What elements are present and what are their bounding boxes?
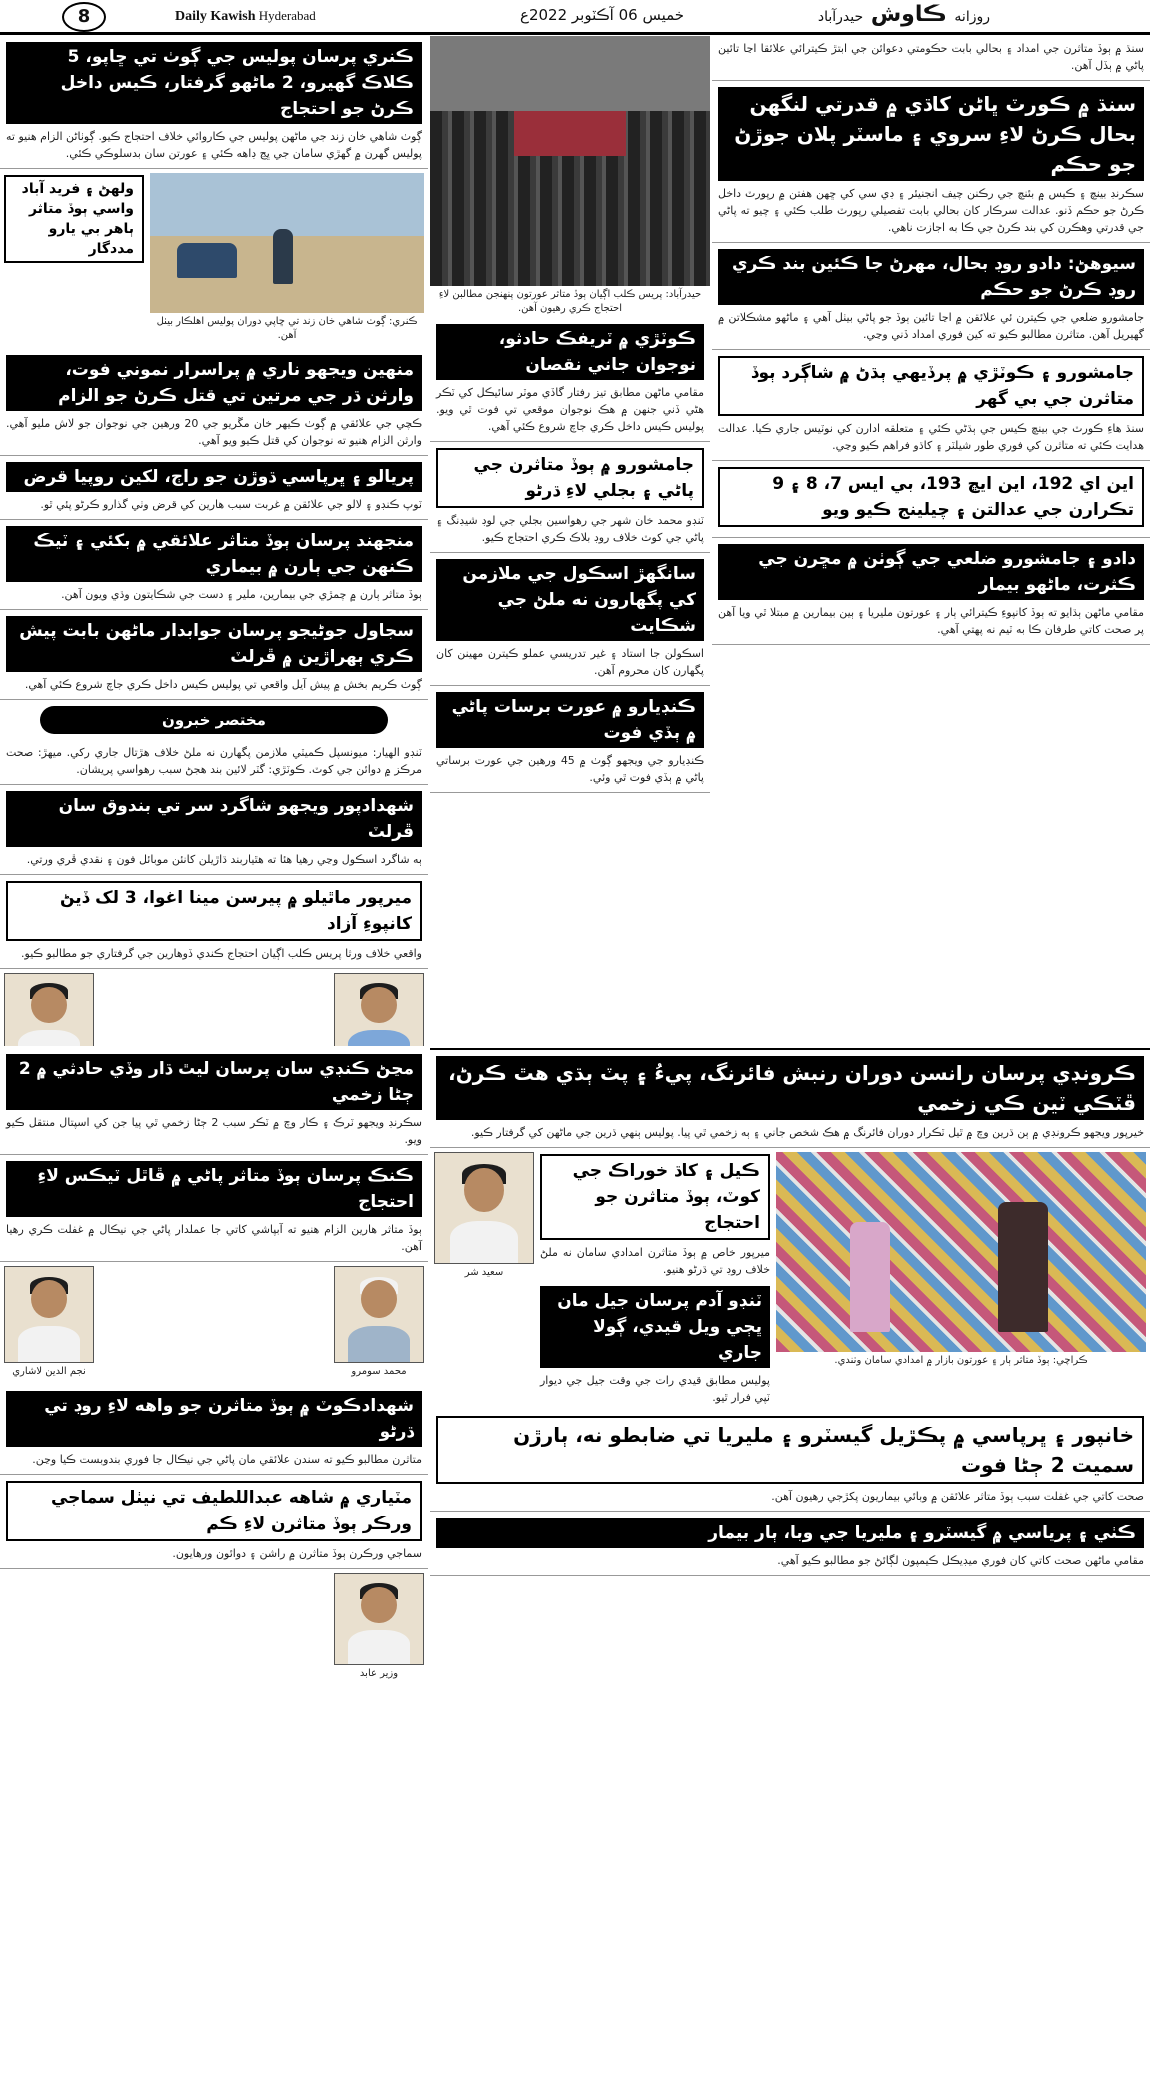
lower-left-headline1: مڃڻ ڪنڊي سان پرسان ليٿ ڌار وڏي حادثي ۾ 2 ڄڻا زخمي — [6, 1054, 422, 1110]
story-manhin-body: ڪچي جي علائقي ۾ ڳوٺ ڪيهر خان مڱريو جي 20 ورهين جي نوجوان جو لاش مليو آهي. وارثن الزام هنيو ته نوجوان کي قتل ڪيو ويو آهي. — [6, 417, 422, 447]
story-kotri — [430, 318, 710, 442]
lower-band — [430, 1048, 1150, 2073]
short-news — [0, 740, 428, 785]
market-photo — [776, 1152, 1146, 1352]
portrait-row-left — [0, 969, 428, 1046]
portrait-abrar-photo — [4, 973, 94, 1046]
lead-body: سڪرنڊ بينچ ۽ ڪيس ۾ بئنچ جي رڪنن چيف انجنيئر ۽ ڊي سي کي ڇهن هفتن ۾ رپورٽ داخل ڪرڻ جو حڪم ڏنو. عدالت سرڪار کان بحالي بابت تفصيلي رپورٽ طلب ڪئي ۽ چيو ته پاڻي جي قدرتي وهڪرن کي بند ڪرڻ جي ڪا به اجازت ناهي. — [718, 187, 1144, 234]
story-dadu — [712, 538, 1150, 645]
lower-left-story2 — [0, 1155, 428, 1262]
portrait-wazir-torso — [348, 1630, 410, 1664]
portrait-hassan — [334, 973, 424, 1046]
story-jamshoro-dharna-body: ٽنڊو محمد خان شهر جي رهواسين بجلي جي لوڊ شيڊنگ ۽ پاڻي جي کوٽ خلاف روڊ بلاڪ ڪري احتجاج ڪيو. — [436, 514, 704, 544]
lower-left-body3: متاثرن مطالبو ڪيو ته سندن علائقي مان پاڻي جي نيڪال جا فوري بندوبست ڪيا وڃن. — [32, 1453, 422, 1466]
story-manjhand-body: ٻوڏ متاثر ٻارن ۾ چمڙي جي بيمارين، ملير ۽ دست جي شڪايتون وڌي ويون آهن. — [61, 588, 422, 601]
story-dadu-body: مقامي ماڻهن ٻڌايو ته ٻوڏ کانپوءِ ڪيترائي ٻار ۽ عورتون مليريا ۽ ٻين بيمارين ۾ مبتلا ٿي ويا آهن پر صحت کاتي طرفان ڪا به ٽيم نه پهتي آهي. — [718, 606, 1144, 636]
band-mid-headline: ٽنڊو آدم پرسان جيل مان ڀڄي ويل قيدي، ڳولا جاري — [540, 1286, 770, 1368]
market-stall-shape — [776, 1152, 1146, 1352]
portrait-hassan-head — [361, 987, 396, 1023]
portrait-abrar — [4, 973, 94, 1046]
market-photo-block — [776, 1152, 1146, 1406]
portrait-saeed-caption: سعيد شر — [464, 1267, 504, 1278]
band-right-story — [540, 1152, 770, 1406]
portrait-soomro-caption: محمد سومرو — [351, 1366, 407, 1377]
band-photo-row — [430, 1148, 1150, 1410]
lead-headline: سنڌ ۾ ڪورٽ ڀاڻن کاڌي ۾ قدرتي لنگهن بحال ڪرڻ لاءِ سروي ۽ ماسٽر پلان جوڙڻ جو حڪم — [718, 87, 1144, 181]
portrait-saeed-torso — [450, 1221, 519, 1263]
story-jamshoro-headline: جامشورو ۽ ڪوٽڙي ۾ پرڏيهي ٻڌڻ ۾ شاڳرد ٻوڏ متاثرن جي بي گهر — [718, 356, 1144, 416]
band-lower-headline: ڪٺي ۽ پرياسي ۾ گيسٽرو ۽ مليريا جي وبا، ٻار بيمار — [436, 1518, 1144, 1548]
story-shahdadpur-headline: شهدادپور ويجهو شاگرد سر تي بندوق سان ڦرلٽ — [6, 791, 422, 847]
portrait-saeed — [434, 1152, 534, 1406]
story-pryalo — [0, 456, 428, 520]
lower-left-body2: ٻوڏ متاثر هارين الزام هنيو ته آبپاشي کاتي جا عملدار پاڻي جي نيڪال ۾ غفلت ڪري رهيا آهن. — [6, 1223, 422, 1253]
top-note-text: سنڌ ۾ ٻوڏ متاثرن جي امداد ۽ بحالي بابت حڪومتي دعوائن جي ابتڙ ڪيترائي علائقا اڃا تائين پاڻي ۾ ٻڏل آهن. — [718, 42, 1144, 72]
portrait-najam — [4, 1266, 94, 1381]
story-seehwan-body: جامشورو ضلعي جي ڪيترن ئي علائقن ۾ اڃا تائين ٻوڏ جو پاڻي بيٺل آهي ۽ ماڻهو مشڪلاتن ۾ گهيريل آهن. متاثرن مطالبو ڪيو ته کين فوري امداد ڏني وڃي. — [718, 311, 1144, 341]
side-story-headline: ولهڻ ۽ فريد آباد واسي ٻوڏ متاثر ٻاهر بي يارو مددگار — [4, 175, 144, 263]
lower-left-body4: سماجي ورڪرن ٻوڏ متاثرن ۾ راشن ۽ دوائون ورهايون. — [172, 1547, 422, 1560]
story-manjhand — [0, 520, 428, 610]
lower-left-headline2: ڪنڪ پرسان ٻوڏ متاثر پاڻي ۾ ڦاٿل ٽيڪس لاءِ احتجاج — [6, 1161, 422, 1217]
story-mirpur-mathelo-body: واقعي خلاف ورثا پريس ڪلب اڳيان احتجاج ڪندي ڏوهارين جي گرفتاري جو مطالبو ڪيو. — [21, 947, 422, 960]
column-right — [712, 36, 1150, 1046]
left-lead-headline: ڪنري پرسان پوليس جي ڳوٺ تي ڇاپو، 5 ڪلاڪ گهيرو، 2 ماڻهو گرفتار، ڪيس داخل ڪرڻ جو احتجاج — [6, 42, 422, 124]
story-mirpur-mathelo — [0, 875, 428, 969]
portrait-najam-head — [31, 1280, 66, 1318]
portrait-wazir-head — [361, 1587, 396, 1623]
portrait-saeed-head — [464, 1168, 503, 1212]
lower-left-story3 — [0, 1385, 428, 1475]
story-sanghar — [430, 553, 710, 686]
left-lead-story — [0, 36, 428, 169]
side-story — [4, 173, 144, 345]
portrait-wazir-caption: وزير عابد — [359, 1668, 399, 1679]
band-bottom-headline: خانپور ۽ ڀرپاسي ۾ پڪڙيل گيسٽرو ۽ مليريا تي ضابطو نه، ٻارڙن سميت 2 ڄڻا فوت — [436, 1416, 1144, 1484]
band-right-body: ميرپور خاص ۾ ٻوڏ متاثرن امدادي سامان نه ملڻ خلاف روڊ تي ڌرڻو هنيو. — [540, 1246, 770, 1276]
lower-left-headline4: مٽياري ۾ شاهه عبداللطيف تي نيٺل سماجي ورڪر ٻوڏ متاثرن لاءِ ڪم — [6, 1481, 422, 1541]
band-bottom-story — [430, 1410, 1150, 1512]
lead-story — [712, 81, 1150, 243]
protest-photo-caption: حيدرآباد: پريس ڪلب اڳيان ٻوڏ متاثر عورتون پنهنجن مطالبن لاءِ احتجاج ڪري رهيون آهن. — [438, 289, 702, 314]
story-kandiaro-headline: ڪنڊيارو ۾ عورت برسات پاڻي ۾ ٻڏي فوت — [436, 692, 704, 748]
issue-date: خميس 06 آڪٽوبر 2022ع — [520, 6, 685, 24]
story-pryalo-headline: پريالو ۽ ڀرپاسي ڌوڙن جو راڄ، لکين روپيا قرض — [6, 462, 422, 492]
masthead — [0, 0, 1150, 35]
police-figure — [273, 229, 293, 284]
lower-left-headline3: شهدادڪوٽ ۾ ٻوڏ متاثرن جو واهه لاءِ روڊ تي ڌرڻو — [6, 1391, 422, 1447]
band-lower-story — [430, 1512, 1150, 1576]
story-sujawal-body: ڳوٺ ڪريم بخش ۾ پيش آيل واقعي تي پوليس ڪيس داخل ڪري جاچ شروع ڪئي آهي. — [24, 678, 422, 691]
portrait-abrar-torso — [18, 1030, 80, 1046]
portrait-hassan-photo — [334, 973, 424, 1046]
story-dadu-headline: دادو ۽ جامشورو ضلعي جي ڳوٺن ۾ مڇرن جي ڪثرت، ماڻهو بيمار — [718, 544, 1144, 600]
english-title-city: Hyderabad — [258, 8, 316, 23]
sindhi-title — [818, 2, 990, 27]
left-lead-body: ڳوٺ شاهي خان زند جي ماڻهن پوليس جي ڪاروائي خلاف احتجاج ڪيو. ڳوٺاڻن الزام هنيو ته پوليس گهرن ۾ گهڙي سامان جي ڀڃ ڊاهه ڪئي ۽ عورتن سان بدسلوڪي ڪئي. — [6, 130, 422, 160]
column-middle — [430, 36, 710, 1046]
portrait-najam-photo — [4, 1266, 94, 1363]
story-sujawal-headline: سجاول جوڻيجو پرسان جوابدار ماڻهن بابت پيش ڪري ٻهراڙين ۾ ڦرلٽ — [6, 616, 422, 672]
story-manjhand-headline: منجهند پرسان ٻوڏ متاثر علائقي ۾ بکئي ۽ ٽيڪ ڪنهن جي ٻارن ۾ بيماري — [6, 526, 422, 582]
column-left — [0, 36, 428, 1046]
band-lead-story — [430, 1050, 1150, 1148]
story-jamshoro-dharna-headline: جامشورو ۾ ٻوڏ متاثرن جي پاڻي ۽ بجلي لاءِ ڌرڻو — [436, 448, 704, 508]
story-shahdadpur — [0, 785, 428, 875]
band-lower-body: مقامي ماڻهن صحت کاتي کان فوري ميڊيڪل ڪيمپون لڳائڻ جو مطالبو ڪيو آهي. — [777, 1554, 1144, 1567]
market-figure-woman — [998, 1202, 1048, 1332]
story-kotri-body: مقامي ماڻهن مطابق تيز رفتار گاڏي موٽر سائيڪل کي ٽڪر هڻي ڏني جنهن ۾ هڪ نوجوان موقعي تي فوت ٿي ويو. پوليس ڪيس داخل ڪري جاچ شروع ڪئي آهي. — [436, 386, 704, 433]
story-sanghar-headline: سانگهڙ اسڪول جي ملازمن کي پگهارون نه ملڻ جي شڪايت — [436, 559, 704, 641]
story-manhin-headline: منهين ويجهو ناري ۾ پراسرار نموني فوت، وارثن ڌر جي مرتين تي قتل ڪرڻ جو الزام — [6, 355, 422, 411]
story-seehwan-headline: سيوهڻ: دادو روڊ بحال، مهرڻ جا ڪئين بند ڪري روڊ ڪرڻ جو حڪم — [718, 249, 1144, 305]
story-manhin — [0, 349, 428, 456]
sindhi-title-name: ڪاوش — [870, 2, 947, 27]
band-bottom-body: صحت کاتي جي غفلت سبب ٻوڏ متاثر علائقن ۾ وبائي بيماريون پکڙجي رهيون آهن. — [771, 1490, 1144, 1503]
police-photo-row — [0, 169, 428, 349]
portrait-soomro-photo — [334, 1266, 424, 1363]
page-number: 8 — [62, 2, 106, 32]
portrait-soomro-head — [361, 1280, 396, 1318]
portrait-wazir — [330, 1569, 428, 1687]
police-photo-block — [150, 173, 424, 345]
portrait-soomro — [334, 1266, 424, 1381]
story-kandiaro-body: ڪنڊيارو جي ويجهو ڳوٺ ۾ 45 ورهين جي عورت برساتي پاڻي ۾ ٻڏي فوت ٿي وئي. — [436, 754, 704, 784]
story-sanghar-body: اسڪولن جا استاد ۽ غير تدريسي عملو ڪيترن مهينن کان پگهارن کان محروم آهن. — [436, 647, 704, 677]
story-jamshoro-body: سنڌ هاءِ ڪورٽ جي بينچ ڪيس جي ٻڌڻي ڪئي ۽ متعلقه ادارن کي نوٽيس جاري ڪيا. عدالت هدايت ڪئي ته متاثرن کي فوري طور شيلٽر ۽ کاڌو فراهم ڪيو وڃي. — [718, 422, 1144, 452]
protest-photo — [430, 36, 710, 286]
lower-left-column — [0, 1048, 428, 2073]
story-pryalo-body: ٽوپ ڪنڊو ۽ لالو جي علائقن ۾ غربت سبب هارين کي قرض وٺي گذارو ڪرڻو پئي ٿو. — [40, 498, 422, 511]
band-lead-headline: ڪرونڊي پرسان رانسن دوران رنبش فائرنگ، پيءُ ۽ پٽ ٻڌي هٿ ڪرڻ، ڦٽڪي ٽين ڪي زخمي — [436, 1056, 1144, 1120]
portrait-abrar-head — [31, 987, 66, 1023]
lower-left-body1: سڪرنڊ ويجهو ٽرڪ ۽ ڪار وچ ۾ ٽڪر سبب 2 ڄڻا زخمي ٿي پيا جن کي اسپتال منتقل ڪيو ويو. — [6, 1116, 423, 1146]
police-vehicle — [177, 243, 237, 278]
band-right-headline: ڪيل ۽ کاڌ خوراڪ جي کوٽ، ٻوڏ متاثرن جو احتجاج — [540, 1154, 770, 1240]
sindhi-title-city: حيدرآباد — [817, 9, 864, 25]
story-mirpur-mathelo-headline: ميرپور ماٿيلو ۾ پيرسن مينا اغوا، 3 لک ڏيڻ کانپوءِ آزاد — [6, 881, 422, 941]
protest-banner-shape — [514, 111, 626, 156]
police-photo-sky — [150, 173, 424, 236]
band-mid-body: پوليس مطابق قيدي رات جي وقت جيل جي ديوار ٽپي فرار ٿيو. — [540, 1374, 770, 1404]
top-note — [712, 36, 1150, 81]
portrait-hassan-torso — [348, 1030, 410, 1046]
portrait-row-lower — [0, 1262, 428, 1385]
story-sujawal — [0, 610, 428, 700]
short-news-label: مختصر خبرون — [40, 706, 388, 734]
portrait-najam-caption: نجم الدين لاشاري — [12, 1366, 86, 1377]
election-box-headline: اين اي 192، اين ايڇ 193، بي ايس 7، 8 ۽ 9 تڪرارن جي عدالتن ۽ چيلينج ڪيو ويو — [718, 467, 1144, 527]
portrait-wazir-photo — [334, 1573, 424, 1665]
story-kandiaro — [430, 686, 710, 793]
police-photo — [150, 173, 424, 313]
short-news-body: ٽنڊو الهيار: ميونسپل ڪميٽي ملازمن پگهارن نه ملڻ خلاف هڙتال جاري رکي. ميهڙ: صحت مرڪز ۾ دوائن جي کوٽ. ڪوٽڙي: گٽر لائين بند هجڻ سبب رهواسي پريشان. — [6, 746, 422, 776]
portrait-soomro-torso — [348, 1326, 410, 1362]
story-kotri-headline: ڪوٽڙي ۾ ٽريفڪ حادثو، نوجوان جاني نقصان — [436, 324, 704, 380]
election-box — [712, 461, 1150, 538]
sindhi-title-prefix: روزانه — [954, 9, 990, 25]
band-lead-body: خيرپور ويجهو ڪرونڊي ۾ ٻن ڌرين وچ ۾ ٿيل ٽڪرار دوران فائرنگ ۾ هڪ شخص جاني ۽ ٻه زخمي ٿي پيا. پوليس ٻنهي ڌرين جي ماڻهن کي گرفتار ڪيو. — [470, 1126, 1144, 1139]
police-photo-caption: ڪنري: ڳوٺ شاهي خان زند تي ڇاپي دوران پوليس اهلڪار بيٺل آهن. — [156, 316, 418, 341]
market-photo-caption: ڪراچي: ٻوڏ متاثر ٻار ۽ عورتون بازار ۾ امدادي سامان وٺندي. — [834, 1355, 1088, 1366]
portrait-saeed-photo — [434, 1152, 534, 1264]
story-seehwan — [712, 243, 1150, 350]
english-title — [175, 8, 316, 25]
english-title-name: Daily Kawish — [175, 9, 256, 24]
story-jamshoro — [712, 350, 1150, 461]
story-shahdadpur-body: ٻه شاگرد اسڪول وڃي رهيا هئا ته هٿياربند ڌاڙيلن کانئن موبائل فون ۽ نقدي ڦري ورتي. — [26, 853, 422, 866]
lower-left-story1 — [0, 1048, 428, 1155]
market-figure-child — [850, 1222, 890, 1332]
story-jamshoro-dharna — [430, 442, 710, 553]
portrait-najam-torso — [18, 1326, 80, 1362]
lower-left-story4 — [0, 1475, 428, 1569]
